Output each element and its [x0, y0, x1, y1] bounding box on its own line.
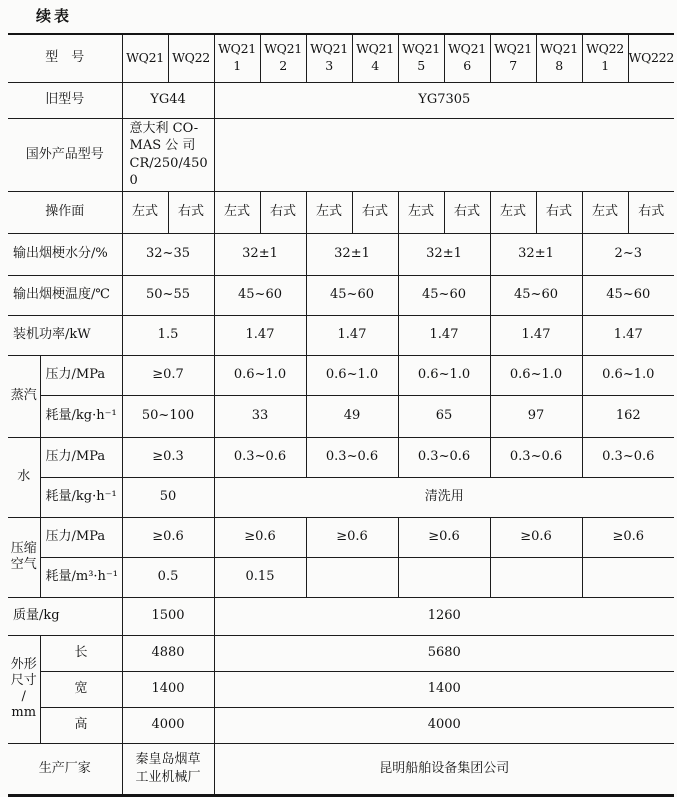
table-row — [8, 118, 674, 191]
row-label-old-model: 旧型号 — [8, 82, 122, 118]
value-cell: ≥0.6 — [582, 517, 674, 557]
row-label-model: 型 号 — [8, 34, 122, 82]
value-cell: 右式 — [352, 191, 398, 233]
group-label-compressed-air: 压缩 空气 — [8, 517, 40, 597]
value-cell: 左式 — [214, 191, 260, 233]
value-cell: 右式 — [168, 191, 214, 233]
value-cell: 4000 — [214, 707, 674, 743]
value-cell: 0.6~1.0 — [582, 355, 674, 395]
model-header: WQ211 — [214, 34, 260, 82]
row-label-water-pressure: 压力/MPa — [40, 437, 122, 477]
value-cell: 2~3 — [582, 233, 674, 275]
table-row — [8, 233, 674, 275]
model-header: WQ217 — [490, 34, 536, 82]
value-cell: 1.47 — [582, 315, 674, 355]
value-cell: 1.47 — [490, 315, 582, 355]
table-row — [8, 395, 674, 437]
blank-cell — [398, 557, 490, 597]
value-cell: 65 — [398, 395, 490, 437]
value-cell: 0.6~1.0 — [306, 355, 398, 395]
value-cell: 1400 — [214, 671, 674, 707]
row-label-steam-pressure: 压力/MPa — [40, 355, 122, 395]
value-cell: 5680 — [214, 635, 674, 671]
value-cell: 32~35 — [122, 233, 214, 275]
value-cell: 4000 — [122, 707, 214, 743]
value-cell: 0.3~0.6 — [490, 437, 582, 477]
table-row — [8, 517, 674, 557]
value-cell: 清洗用 — [214, 477, 674, 517]
model-header: WQ222 — [628, 34, 674, 82]
value-cell: 32±1 — [214, 233, 306, 275]
value-cell: 0.3~0.6 — [582, 437, 674, 477]
group-label-water: 水 — [8, 437, 40, 517]
model-header: WQ215 — [398, 34, 444, 82]
row-label-operating-side: 操作面 — [8, 191, 122, 233]
row-label-output-moisture: 输出烟梗水分/% — [8, 233, 122, 275]
value-cell: 1.47 — [306, 315, 398, 355]
value-cell: 右式 — [536, 191, 582, 233]
table-row — [8, 477, 674, 517]
value-cell: 45~60 — [306, 275, 398, 315]
value-cell: 0.3~0.6 — [306, 437, 398, 477]
row-label-width: 宽 — [40, 671, 122, 707]
row-label-length: 长 — [40, 635, 122, 671]
value-cell: 45~60 — [398, 275, 490, 315]
model-header: WQ214 — [352, 34, 398, 82]
blank-cell — [306, 557, 398, 597]
value-cell: 左式 — [122, 191, 168, 233]
model-header: WQ218 — [536, 34, 582, 82]
value-cell: 45~60 — [214, 275, 306, 315]
row-label-height: 高 — [40, 707, 122, 743]
table-row — [8, 597, 674, 635]
value-cell: 162 — [582, 395, 674, 437]
value-cell: 0.6~1.0 — [490, 355, 582, 395]
row-label-steam-consumption: 耗量/kg·h⁻¹ — [40, 395, 122, 437]
value-cell: ≥0.6 — [398, 517, 490, 557]
value-cell: 1.5 — [122, 315, 214, 355]
blank-cell — [582, 557, 674, 597]
row-label-foreign-model: 国外产品型号 — [8, 118, 122, 191]
row-label-output-temperature: 输出烟梗温度/℃ — [8, 275, 122, 315]
value-cell: 右式 — [260, 191, 306, 233]
value-cell: 1500 — [122, 597, 214, 635]
value-cell: ≥0.6 — [490, 517, 582, 557]
value-cell: ≥0.3 — [122, 437, 214, 477]
value-cell-manufacturer-2: 昆明船舶设备集团公司 — [214, 743, 674, 795]
table-row — [8, 315, 674, 355]
row-label-mass: 质量/kg — [8, 597, 122, 635]
value-cell: ≥0.6 — [214, 517, 306, 557]
table-row — [8, 671, 674, 707]
table-row — [8, 557, 674, 597]
value-cell: 45~60 — [490, 275, 582, 315]
group-label-dimensions: 外形 尺寸 / mm — [8, 635, 40, 743]
model-header: WQ221 — [582, 34, 628, 82]
table-row — [8, 275, 674, 315]
spec-table-body — [8, 34, 674, 795]
value-cell-foreign-model: 意大利 CO- MAS 公 司 CR/250/4500 — [122, 118, 214, 191]
value-cell: 32±1 — [306, 233, 398, 275]
value-cell: 0.3~0.6 — [214, 437, 306, 477]
value-cell: 50 — [122, 477, 214, 517]
value-cell: 右式 — [628, 191, 674, 233]
row-label-air-consumption: 耗量/m³·h⁻¹ — [40, 557, 122, 597]
table-row — [8, 743, 674, 795]
table-row — [8, 707, 674, 743]
table-row — [8, 355, 674, 395]
value-cell: 0.6~1.0 — [214, 355, 306, 395]
value-cell: 50~55 — [122, 275, 214, 315]
value-cell: 4880 — [122, 635, 214, 671]
table-row — [8, 635, 674, 671]
model-header: WQ22 — [168, 34, 214, 82]
value-cell: YG7305 — [214, 82, 674, 118]
blank-cell — [490, 557, 582, 597]
value-cell: 33 — [214, 395, 306, 437]
value-cell: 1260 — [214, 597, 674, 635]
value-cell: 97 — [490, 395, 582, 437]
value-cell: 右式 — [444, 191, 490, 233]
group-label-steam: 蒸汽 — [8, 355, 40, 437]
value-cell: 0.6~1.0 — [398, 355, 490, 395]
table-row — [8, 437, 674, 477]
value-cell: 左式 — [306, 191, 352, 233]
blank-cell — [214, 118, 674, 191]
value-cell: 0.15 — [214, 557, 306, 597]
table-row — [8, 191, 674, 233]
value-cell: 32±1 — [490, 233, 582, 275]
value-cell: ≥0.7 — [122, 355, 214, 395]
value-cell: 1.47 — [398, 315, 490, 355]
row-label-air-pressure: 压力/MPa — [40, 517, 122, 557]
value-cell: 0.3~0.6 — [398, 437, 490, 477]
table-row — [8, 82, 674, 118]
row-label-manufacturer: 生产厂家 — [8, 743, 122, 795]
value-cell: 左式 — [490, 191, 536, 233]
model-header: WQ212 — [260, 34, 306, 82]
value-cell: 左式 — [582, 191, 628, 233]
value-cell: 32±1 — [398, 233, 490, 275]
value-cell: 45~60 — [582, 275, 674, 315]
value-cell: 1400 — [122, 671, 214, 707]
model-header: WQ213 — [306, 34, 352, 82]
value-cell: 50~100 — [122, 395, 214, 437]
value-cell: 0.5 — [122, 557, 214, 597]
row-label-installed-power: 装机功率/kW — [8, 315, 122, 355]
value-cell: 49 — [306, 395, 398, 437]
value-cell: ≥0.6 — [306, 517, 398, 557]
value-cell: 左式 — [398, 191, 444, 233]
page-title: 续表 — [36, 7, 73, 25]
value-cell: YG44 — [122, 82, 214, 118]
value-cell: 1.47 — [214, 315, 306, 355]
value-cell: ≥0.6 — [122, 517, 214, 557]
spec-table — [8, 33, 674, 797]
table-row — [8, 34, 674, 82]
value-cell-manufacturer-1: 秦皇岛烟草 工业机械厂 — [122, 743, 214, 795]
row-label-water-consumption: 耗量/kg·h⁻¹ — [40, 477, 122, 517]
model-header: WQ21 — [122, 34, 168, 82]
model-header: WQ216 — [444, 34, 490, 82]
